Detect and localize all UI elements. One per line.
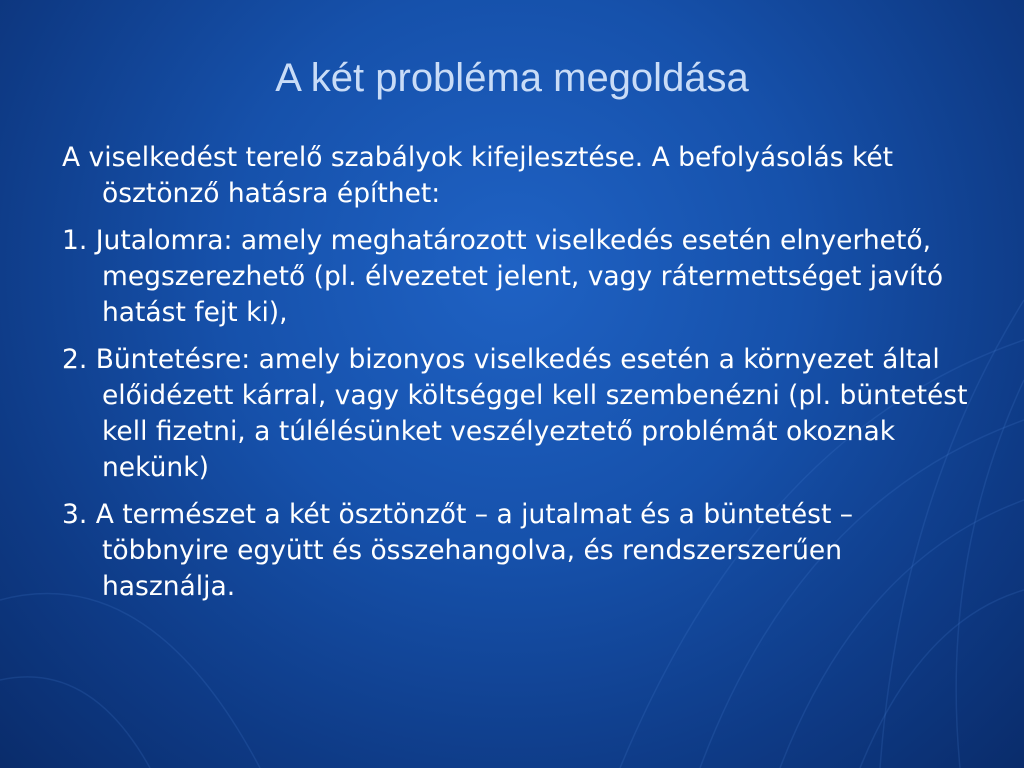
body-paragraph-nature: 3. A természet a két ösztönzőt – a jutalmat és a büntetést – többnyire együtt és összehangolva, és rendszerszerűen használja.	[62, 499, 854, 602]
body-paragraph-punishment: 2. Büntetésre: amely bizonyos viselkedés esetén a környezet által előidézett kárral, vagy költséggel kell szembenézni (pl. büntetést kell fizetni, a túlélésünket veszélyeztető problémát okoznak nekünk)	[62, 344, 968, 483]
slide-body	[62, 140, 982, 616]
body-paragraph-intro: A viselkedést terelő szabályok kifejlesztése. A befolyásolás két ösztönző hatásra építhet:	[62, 142, 894, 209]
slide-title: A két probléma megoldása	[275, 56, 749, 100]
body-paragraph-reward: 1. Jutalomra: amely meghatározott viselkedés esetén elnyerhető, megszerezhető (pl. élvezetet jelent, vagy rátermettséget javító hatást fejt ki),	[62, 225, 944, 328]
